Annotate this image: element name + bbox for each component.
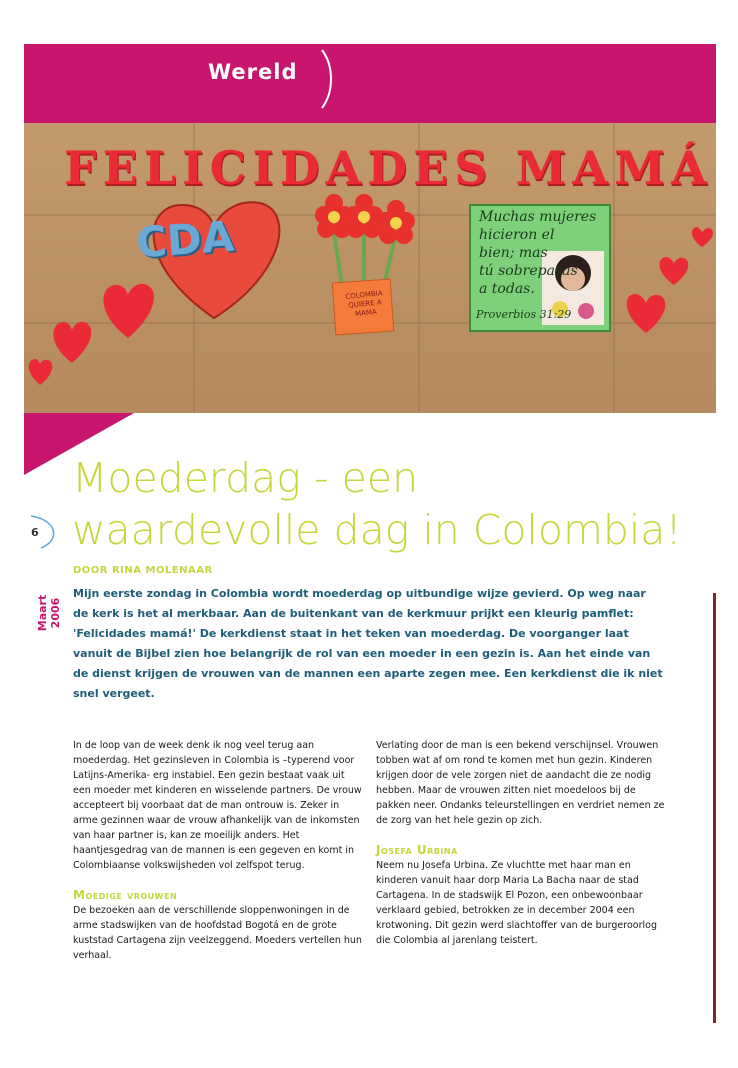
sign-line: a todas. bbox=[479, 281, 535, 297]
column-right bbox=[376, 738, 666, 963]
sign-reference: Proverbios 31:29 bbox=[476, 308, 572, 321]
lead-paragraph: Mijn eerste zondag in Colombia wordt moederdag op uitbundige wijze gevierd. Op weg naar de kerk is het al merkbaar. Aan de buitenkant van de kerkmuur prijkt een kleurig pamflet: 'Felicidades mamá!' De kerkdienst staat in het teken van moederdag. De voorganger laat vanuit de Bijbel zien hoe belangrijk de rol van een moeder in een gezin is. Aan het einde van de dienst krijgen de vrouwen van de mannen een aparte zegen mee. Een kerkdienst die ik niet snel vergeet. bbox=[73, 587, 663, 700]
page-edge-strip bbox=[713, 593, 716, 1023]
sign-line: tú sobrepasas bbox=[479, 263, 578, 279]
body-paragraph: In de loop van de week denk ik nog veel terug aan moederdag. Het gezinsleven in Colombia is –typerend voor Latijns-Amerika- erg instabiel. Een gezin bestaat vaak uit een moeder met kinderen en wisselende partners. De vrouw accepteert bij voorbaat dat de man ontrouw is. Zeker in arme gezinnen waar de vrouw afhankelijk van de inkomsten van haar partner is, kan ze moeilijk anders. Het haantjesgedrag van de mannen is een gegeven en komt in Colombiaanse volkswijsheden vol zelfspot terug. bbox=[73, 740, 362, 871]
subheading: Moedige vrouwen bbox=[73, 888, 178, 902]
column-left bbox=[73, 738, 363, 978]
section-label: Wereld bbox=[208, 60, 298, 84]
pot-label: COLOMBIA QUIERE A MAMA bbox=[345, 289, 383, 319]
photo-banner-text: FELICIDADES MAMÁ bbox=[64, 141, 713, 195]
byline: DOOR RINA MOLENAAR bbox=[73, 565, 213, 576]
article-headline bbox=[72, 452, 692, 556]
section-header-band bbox=[24, 44, 716, 126]
body-paragraph: Verlating door de man is een bekend verschijnsel. Vrouwen tobben wat af om rond te komen met hun gezin. Kinderen krijgen door de vele zorgen niet de aandacht die ze nodig hebben. Maar de vrouwen zitten niet moedeloos bij de pakken neer. Ondanks teleurstellingen en verdriet nemen ze de zorg van het hele gezin op zich. bbox=[376, 740, 665, 826]
body-paragraph: De bezoeken aan de verschillende sloppenwoningen in de arme stadswijken van de hoofdstad Bogotá en de grote kuststad Cartagena zijn veelzeggend. Moeders vertellen hun verhaal. bbox=[73, 905, 362, 961]
headline-line: waardevolle dag in Colombia! bbox=[72, 506, 682, 554]
sign-line: hicieron el bbox=[479, 227, 555, 243]
sign-text bbox=[479, 208, 599, 298]
sign-line: bien; mas bbox=[479, 245, 548, 261]
header-swoosh-icon bbox=[318, 48, 338, 112]
sign-line: Muchas mujeres bbox=[479, 209, 597, 225]
heart-label: CDA bbox=[134, 211, 236, 268]
article-photo bbox=[24, 123, 716, 413]
body-paragraph: Neem nu Josefa Urbina. Ze vluchtte met haar man en kinderen vanuit haar dorp Maria La Bacha naar de stad Cartagena. In de stadswijk El Pozon, een onbewoonbaar verklaard gebied, betrokken ze in december 2004 een krotwoning. Dit gezin werd slachtoffer van de burgeroorlog die Colombia al jarenlang teistert. bbox=[376, 860, 657, 946]
page-number: 6 bbox=[31, 526, 39, 539]
subheading: Josefa Urbina bbox=[376, 843, 458, 857]
headline-line: Moederdag - een bbox=[72, 454, 419, 502]
issue-date: Maart 2006 bbox=[36, 594, 62, 632]
